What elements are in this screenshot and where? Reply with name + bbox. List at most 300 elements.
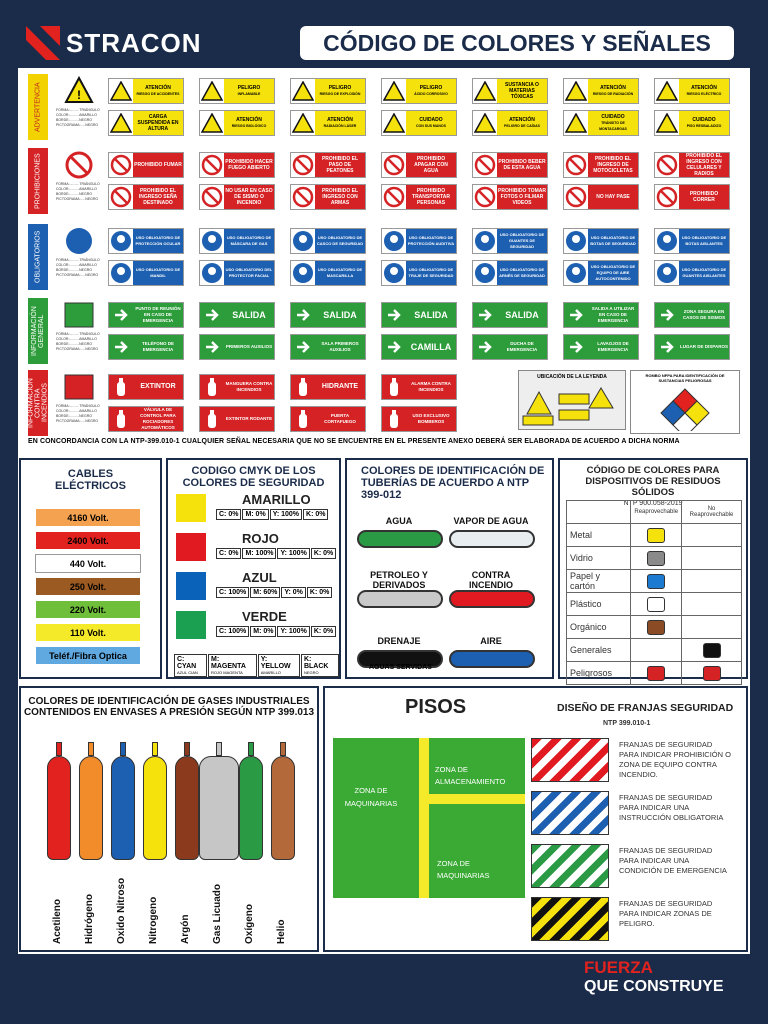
residuos-cell bbox=[682, 662, 742, 685]
category-incendio: INFORMACIÓN CONTRA INCENDIOS bbox=[28, 370, 48, 436]
sign-label bbox=[588, 79, 638, 103]
informacion-sign bbox=[290, 302, 366, 328]
sample-meta-line: COLOR:..........AMARILLO bbox=[56, 113, 97, 117]
cmyk-value: Y: 100% bbox=[277, 548, 309, 559]
cmyk-key-sub: ROJO MAGENTA bbox=[211, 670, 243, 675]
sign-label: USO OBLIGATORIO DE MANDIL bbox=[133, 261, 183, 285]
sign-subtitle: RADIACIÓN LÁSER bbox=[323, 124, 357, 128]
sign-subtitle: TRÁNSITO DE MONTACARGAS bbox=[599, 121, 627, 131]
advertencia-sign bbox=[472, 78, 548, 104]
header bbox=[18, 18, 750, 68]
sign-label: USO OBLIGATORIO DE PROTECCIÓN AUDITIVA bbox=[406, 229, 456, 253]
sign-label bbox=[224, 111, 274, 135]
advertencia-shape-icon bbox=[64, 76, 94, 106]
incendio-sign bbox=[381, 374, 457, 400]
residuos-header-blank bbox=[567, 501, 631, 524]
sign-label bbox=[679, 79, 729, 103]
prohibiciones-sign-icon bbox=[382, 185, 406, 209]
obligatorios-sign-icon bbox=[109, 261, 133, 285]
residuos-label: Peligrosos bbox=[567, 662, 631, 685]
safety-stripe-text: FRANJAS DE SEGURIDAD PARA INDICAR PROHIBICIÓN O ZONA DE EQUIPO CONTRA INCENDIO. bbox=[619, 740, 731, 779]
ntp-note: EN CONCORDANCIA CON LA NTP-399.010-1 CUALQUIER SEÑAL NECESARIA QUE NO SE ENCUENTRE EN EL PRESENTE ANEXO DEBERÁ SER ELABORADA DE ACUERDO A DICHA NORMA bbox=[28, 438, 680, 445]
residuos-cell bbox=[682, 593, 742, 616]
cmyk-value: C: 0% bbox=[216, 548, 241, 559]
gas-cylinder-icon bbox=[175, 756, 199, 860]
residuos-cell bbox=[682, 639, 742, 662]
incendio-sign-icon bbox=[109, 375, 133, 399]
sign-label: VÁLVULA DE CONTROL PARA ROCIADORES AUTOMÁTICOS bbox=[133, 407, 183, 431]
informacion-sign-icon bbox=[109, 303, 133, 327]
incendio-sign bbox=[381, 406, 457, 432]
gas-cylinder-neck bbox=[184, 742, 190, 756]
informacion-sign-icon bbox=[382, 303, 406, 327]
residuos-label: Papel y cartón bbox=[567, 570, 631, 593]
gas-label: Helio bbox=[276, 919, 287, 944]
residuos-col-reapro: Reaprovechable bbox=[631, 501, 682, 524]
prohibiciones-sign bbox=[199, 152, 275, 178]
residuos-cell bbox=[631, 662, 682, 685]
sign-label: USO OBLIGATORIO DEL PROTECTOR FACIAL bbox=[224, 261, 274, 285]
sign-label bbox=[315, 111, 365, 135]
residuos-row bbox=[567, 593, 742, 616]
residuos-row bbox=[567, 570, 742, 593]
pisos-panel bbox=[323, 686, 748, 952]
obligatorios-sign-icon bbox=[200, 229, 224, 253]
cmyk-color-name: ROJO bbox=[242, 531, 279, 546]
bin-icon bbox=[647, 551, 665, 566]
pipe-swatch bbox=[449, 530, 535, 548]
gas-cylinder-icon bbox=[47, 756, 71, 860]
gas-cylinder-neck bbox=[152, 742, 158, 756]
obligatorios-sign bbox=[199, 260, 275, 286]
advertencia-sign bbox=[108, 78, 184, 104]
sign-title: SUSTANCIA O MATERIAS TÓXICAS bbox=[505, 82, 539, 100]
residuos-table bbox=[566, 500, 742, 685]
prohibiciones-sign-icon bbox=[473, 185, 497, 209]
cable-bar: 110 Volt. bbox=[35, 623, 141, 642]
sample-meta-line: PICTOGRAMA:.....NEGRO bbox=[56, 123, 99, 127]
residuos-cell bbox=[631, 547, 682, 570]
advertencia-sign bbox=[199, 78, 275, 104]
sign-label: USO OBLIGATORIO DE TRAJE DE SEGURIDAD bbox=[406, 261, 456, 285]
bin-icon bbox=[647, 666, 665, 681]
sign-label: EXTINTOR RODANTE bbox=[224, 407, 274, 431]
prohibiciones-sign-icon bbox=[564, 185, 588, 209]
gas-cylinder-icon bbox=[199, 756, 239, 860]
sign-label: SALIDA A UTILIZAR EN CASO DE EMERGENCIA bbox=[588, 303, 638, 327]
cable-bar: 220 Volt. bbox=[35, 600, 141, 619]
gas-label: Hidrógeno bbox=[84, 894, 95, 944]
sign-label bbox=[406, 111, 456, 135]
sign-label bbox=[679, 111, 729, 135]
sign-label: PUERTA CORTAFUEGO bbox=[315, 407, 365, 431]
sign-label: PROHIBIDO EL INGRESO DE MOTOCICLETAS bbox=[588, 153, 638, 177]
prohibiciones-sign bbox=[654, 152, 730, 178]
sign-label: LUGAR DE DISPAROS bbox=[679, 335, 729, 359]
sign-label: PRIMEROS AUXILIOS bbox=[224, 335, 274, 359]
sign-label: SALIDA bbox=[224, 303, 274, 327]
sign-label: SALIDA bbox=[406, 303, 456, 327]
residuos-cell bbox=[682, 616, 742, 639]
safety-stripe-swatch bbox=[531, 738, 609, 782]
cmyk-key-label: Y: YELLOW bbox=[260, 656, 291, 670]
advertencia-sign bbox=[472, 110, 548, 136]
cmyk-value: M: 0% bbox=[242, 509, 268, 520]
residuos-row bbox=[567, 616, 742, 639]
informacion-sign bbox=[381, 334, 457, 360]
logo bbox=[26, 26, 202, 60]
advertencia-sign-icon bbox=[200, 79, 224, 103]
incendio-sign bbox=[108, 406, 184, 432]
cmyk-values bbox=[216, 626, 336, 637]
sign-label: PROHIBIDO EL INGRESO CON ARMAS bbox=[315, 185, 365, 209]
cmyk-key-sub: AMARILLO bbox=[260, 670, 281, 675]
advertencia-sign-icon bbox=[382, 111, 406, 135]
incendio-sign bbox=[108, 374, 184, 400]
residuos-cell bbox=[682, 524, 742, 547]
sample-meta-line: FORMA:..........TRIÁNGULO bbox=[56, 258, 100, 262]
incendio-sign-icon bbox=[382, 375, 406, 399]
sign-label: TELÉFONO DE EMERGENCIA bbox=[133, 335, 183, 359]
sample-meta-line: PICTOGRAMA:.....NEGRO bbox=[56, 347, 99, 351]
sign-label: USO OBLIGATORIO DE GUANTES AISLANTES bbox=[679, 261, 729, 285]
pipe-swatch bbox=[357, 530, 443, 548]
advertencia-sign bbox=[563, 110, 639, 136]
prohibiciones-sign bbox=[472, 184, 548, 210]
gas-label: Gas Licuado bbox=[212, 883, 223, 944]
sign-label bbox=[497, 111, 547, 135]
sample-meta-line: PICTOGRAMA:.....NEGRO bbox=[56, 419, 99, 423]
bin-icon bbox=[647, 620, 665, 635]
sample-meta-line: COLOR:..........AMARILLO bbox=[56, 187, 97, 191]
obligatorios-sign bbox=[290, 260, 366, 286]
sign-title: CUIDADO bbox=[692, 117, 716, 123]
sign-label: PUNTO DE REUNIÓN EN CASO DE EMERGENCIA bbox=[133, 303, 183, 327]
cmyk-value: K: 0% bbox=[307, 587, 332, 598]
sign-label: PROHIBIDO FUMAR bbox=[133, 153, 183, 177]
obligatorios-sign bbox=[199, 228, 275, 254]
obligatorios-sign-icon bbox=[200, 261, 224, 285]
pipe-label: CONTRA INCENDIO bbox=[468, 570, 513, 590]
pipes-panel bbox=[345, 458, 554, 679]
cmyk-values bbox=[216, 509, 328, 520]
pipes-sub-label: AGUAS SERVIDAS bbox=[369, 664, 432, 671]
cmyk-key-sub: NEGRO bbox=[303, 670, 319, 675]
informacion-sign bbox=[563, 334, 639, 360]
advertencia-sign bbox=[381, 78, 457, 104]
obligatorios-shape-icon bbox=[64, 226, 94, 256]
incendio-sign-icon bbox=[382, 407, 406, 431]
prohibiciones-shape-icon bbox=[64, 150, 94, 180]
prohibiciones-sign-icon bbox=[291, 185, 315, 209]
residuos-panel bbox=[558, 458, 748, 679]
gas-cylinder-neck bbox=[280, 742, 286, 756]
sign-title: ATENCIÓN bbox=[600, 85, 626, 91]
category-advertencia: ADVERTENCIA bbox=[28, 74, 48, 140]
cable-bar: 4160 Volt. bbox=[35, 508, 141, 527]
franjas-norm: NTP 399.010-1 bbox=[603, 720, 651, 727]
residuos-cell bbox=[631, 524, 682, 547]
sample-meta-line: FORMA:..........TRIÁNGULO bbox=[56, 404, 100, 408]
advertencia-sign bbox=[563, 78, 639, 104]
sample-meta-line: BORDE:..........NEGRO bbox=[56, 118, 92, 122]
cmyk-value: M: 100% bbox=[242, 548, 276, 559]
residuos-header-row bbox=[567, 501, 742, 524]
obligatorios-sign bbox=[563, 260, 639, 286]
informacion-sign bbox=[472, 302, 548, 328]
sign-label: HIDRANTE bbox=[315, 375, 365, 399]
cmyk-color-name: AMARILLO bbox=[242, 492, 311, 507]
obligatorios-sign-icon bbox=[473, 261, 497, 285]
gas-cylinder-neck bbox=[120, 742, 126, 756]
residuos-title: CÓDIGO DE COLORES PARA DISPOSITIVOS DE RESIDUOS SÓLIDOS bbox=[585, 465, 721, 498]
gas-label: Acetileno bbox=[52, 898, 63, 944]
sign-title: ATENCIÓN bbox=[145, 85, 171, 91]
gas-cylinder-neck bbox=[216, 742, 222, 756]
informacion-sign bbox=[199, 334, 275, 360]
cmyk-title: CODIGO CMYK DE LOS COLORES DE SEGURIDAD bbox=[182, 465, 325, 489]
gases-title-2: CONTENIDOS EN ENVASES A PRESIÓN SEGÚN NTP 399.013 bbox=[23, 707, 315, 718]
safety-stripe-swatch bbox=[531, 791, 609, 835]
informacion-sign-icon bbox=[564, 303, 588, 327]
gases-panel bbox=[19, 686, 319, 952]
advertencia-sign-icon bbox=[655, 111, 679, 135]
cmyk-key-label: M: MAGENTA bbox=[211, 656, 246, 670]
sign-subtitle: RIESGO DE RADIACIÓN bbox=[592, 92, 634, 96]
sign-subtitle: PISO RESBALADIZO bbox=[686, 124, 722, 128]
obligatorios-sign bbox=[381, 260, 457, 286]
safety-stripe-text: FRANJAS DE SEGURIDAD PARA INDICAR UNA CONDICIÓN DE EMERGENCIA bbox=[619, 846, 727, 875]
informacion-sign-icon bbox=[473, 303, 497, 327]
pipe-label: AGUA bbox=[385, 516, 413, 526]
gases-title-1: COLORES DE IDENTIFICACIÓN DE GASES INDUSTRIALES bbox=[28, 696, 310, 707]
cmyk-key-label: C: CYAN bbox=[177, 656, 197, 670]
gas-cylinder-icon bbox=[271, 756, 295, 860]
legend-title: UBICACIÓN DE LA LEYENDA bbox=[537, 374, 607, 380]
obligatorios-sign-icon bbox=[473, 229, 497, 253]
obligatorios-sign bbox=[381, 228, 457, 254]
sign-label: SALA PRIMEROS AUXILIOS bbox=[315, 335, 365, 359]
cable-bar: 2400 Volt. bbox=[35, 531, 141, 550]
sign-label: USO OBLIGATORIO DE GUANTES DE SEGURIDAD bbox=[497, 229, 547, 253]
sign-title: CUIDADO bbox=[601, 114, 625, 120]
advertencia-sign-icon bbox=[291, 79, 315, 103]
pipe-swatch bbox=[449, 590, 535, 608]
stracon-logo-icon bbox=[26, 26, 60, 60]
obligatorios-sign bbox=[108, 228, 184, 254]
prohibiciones-sign bbox=[199, 184, 275, 210]
residuos-norm: NTP 900.058-2019 bbox=[623, 500, 683, 507]
cmyk-value: C: 100% bbox=[216, 587, 249, 598]
prohibiciones-sign bbox=[290, 152, 366, 178]
sign-label: PROHIBIDO BEBER DE ESTA AGUA bbox=[497, 153, 547, 177]
cmyk-value: C: 0% bbox=[216, 509, 241, 520]
sign-label bbox=[315, 79, 365, 103]
sign-title: ATENCIÓN bbox=[691, 85, 717, 91]
cmyk-value: Y: 0% bbox=[281, 587, 306, 598]
incendio-sign bbox=[290, 374, 366, 400]
cmyk-value: C: 100% bbox=[216, 626, 249, 637]
residuos-cell bbox=[631, 639, 682, 662]
prohibiciones-sign bbox=[563, 152, 639, 178]
sign-subtitle: RIESGO DE EXPLOSIÓN bbox=[319, 92, 361, 96]
zone-label-maquinarias-2: ZONA DE MAQUINARIAS bbox=[437, 859, 490, 880]
obligatorios-sign-icon bbox=[564, 261, 588, 285]
prohibiciones-sign bbox=[563, 184, 639, 210]
incendio-sign-icon bbox=[291, 375, 315, 399]
gas-label: Argón bbox=[180, 914, 191, 944]
sign-label: USO OBLIGATORIO DE PROTECCIÓN OCULAR bbox=[133, 229, 183, 253]
sign-label: USO EXCLUSIVO BOMBEROS bbox=[406, 407, 456, 431]
advertencia-sign bbox=[381, 110, 457, 136]
sign-title: ATENCIÓN bbox=[236, 117, 262, 123]
cmyk-key bbox=[174, 654, 339, 677]
legend-box bbox=[518, 370, 626, 430]
cmyk-value: Y: 100% bbox=[270, 509, 302, 520]
sample-meta-line: COLOR:..........AMARILLO bbox=[56, 263, 97, 267]
sample-meta-line: PICTOGRAMA:.....NEGRO bbox=[56, 197, 99, 201]
pipe-label: VAPOR DE AGUA bbox=[453, 516, 529, 526]
obligatorios-sign bbox=[563, 228, 639, 254]
franjas-title: DISEÑO DE FRANJAS SEGURIDAD bbox=[557, 702, 734, 714]
safety-stripe-swatch bbox=[531, 897, 609, 941]
obligatorios-sign-icon bbox=[382, 229, 406, 253]
sample-meta-line: FORMA:..........TRIÁNGULO bbox=[56, 108, 100, 112]
cmyk-key-item bbox=[301, 654, 339, 677]
cmyk-swatch bbox=[176, 533, 206, 561]
sign-label: PROHIBIDO EL PASO DE PEATONES bbox=[315, 153, 365, 177]
pipe-swatch bbox=[449, 650, 535, 668]
sign-label: USO OBLIGATORIO DE ARNÉS DE SEGURIDAD bbox=[497, 261, 547, 285]
footer-line-2: QUE CONSTRUYE bbox=[584, 978, 724, 995]
informacion-sign bbox=[381, 302, 457, 328]
cmyk-key-sub: AZUL CIAN bbox=[177, 670, 198, 675]
advertencia-sign-icon bbox=[291, 111, 315, 135]
gas-label: Oxígeno bbox=[244, 903, 255, 944]
safety-stripe-text: FRANJAS DE SEGURIDAD PARA INDICAR ZONAS DE PELIGRO. bbox=[619, 899, 713, 928]
sign-label: ALARMA CONTRA INCENDIOS bbox=[406, 375, 456, 399]
sign-title: PELIGRO bbox=[419, 85, 443, 91]
nfpa-box bbox=[630, 370, 740, 434]
sign-label: USO OBLIGATORIO DE CASCO DE SEGURIDAD bbox=[315, 229, 365, 253]
zone-label-maquinarias-1: ZONA DE MAQUINARIAS bbox=[344, 786, 398, 808]
obligatorios-sign bbox=[472, 228, 548, 254]
bin-icon bbox=[647, 528, 665, 543]
pipe-label: AIRE bbox=[480, 636, 502, 646]
sign-label: PROHIBIDO CORRER bbox=[679, 185, 729, 209]
sign-label bbox=[133, 111, 183, 135]
gas-cylinder-neck bbox=[56, 742, 62, 756]
safety-stripe-text: FRANJAS DE SEGURIDAD PARA INDICAR UNA INSTRUCCIÓN OBLIGATORIA bbox=[619, 793, 724, 822]
sign-label: PROHIBIDO HACER FUEGO ABIERTO bbox=[224, 153, 274, 177]
obligatorios-sign bbox=[654, 228, 730, 254]
residuos-label: Orgánico bbox=[567, 616, 631, 639]
advertencia-sign bbox=[654, 110, 730, 136]
sign-label: USO OBLIGATORIO DE BOTAS AISLANTES bbox=[679, 229, 729, 253]
category-informacion: INFORMACIÓN GENERAL bbox=[28, 298, 48, 364]
gas-cylinder-icon bbox=[143, 756, 167, 860]
cmyk-values bbox=[216, 587, 332, 598]
obligatorios-sign-icon bbox=[655, 261, 679, 285]
sign-label: SALIDA bbox=[315, 303, 365, 327]
cable-bar: 250 Volt. bbox=[35, 577, 141, 596]
informacion-sign-icon bbox=[291, 303, 315, 327]
incendio-shape-icon bbox=[64, 372, 94, 402]
cable-bar: 440 Volt. bbox=[35, 554, 141, 573]
gas-cylinder-icon bbox=[239, 756, 263, 860]
footer-line-1: FUERZA bbox=[584, 958, 653, 977]
advertencia-sign-icon bbox=[109, 111, 133, 135]
footer bbox=[18, 954, 750, 1004]
prohibiciones-sign-icon bbox=[473, 153, 497, 177]
informacion-sign-icon bbox=[291, 335, 315, 359]
sample-meta-line: FORMA:..........TRIÁNGULO bbox=[56, 182, 100, 186]
prohibiciones-sign-icon bbox=[382, 153, 406, 177]
sign-title: PELIGRO bbox=[237, 85, 261, 91]
pipe-swatch bbox=[357, 590, 443, 608]
sign-label bbox=[588, 111, 638, 135]
gas-cylinder-neck bbox=[88, 742, 94, 756]
sign-label: USO OBLIGATORIO DE MÁSCARA DE GAS bbox=[224, 229, 274, 253]
prohibiciones-sign bbox=[108, 152, 184, 178]
pisos-title: PISOS bbox=[405, 696, 467, 718]
sign-title: ATENCIÓN bbox=[327, 117, 353, 123]
advertencia-sign-icon bbox=[200, 111, 224, 135]
residuos-row bbox=[567, 547, 742, 570]
cmyk-swatch bbox=[176, 494, 206, 522]
residuos-cell bbox=[631, 593, 682, 616]
legend-diagram-icon bbox=[519, 380, 625, 426]
gas-cylinder-icon bbox=[79, 756, 103, 860]
informacion-sign bbox=[563, 302, 639, 328]
sample-meta-line: BORDE:..........NEGRO bbox=[56, 414, 92, 418]
bin-icon bbox=[647, 574, 665, 589]
residuos-label: Plástico bbox=[567, 593, 631, 616]
advertencia-sign-icon bbox=[564, 79, 588, 103]
gas-cylinder-neck bbox=[248, 742, 254, 756]
informacion-sign-icon bbox=[109, 335, 133, 359]
sign-label: USO OBLIGATORIO DE MASCARILLA bbox=[315, 261, 365, 285]
advertencia-sign-icon bbox=[655, 79, 679, 103]
cmyk-key-label: K: BLACK bbox=[303, 656, 329, 670]
prohibiciones-sign-icon bbox=[200, 185, 224, 209]
prohibiciones-sign-icon bbox=[655, 153, 679, 177]
obligatorios-sign-icon bbox=[291, 229, 315, 253]
informacion-sign-icon bbox=[473, 335, 497, 359]
prohibiciones-sign-icon bbox=[291, 153, 315, 177]
svg-text:!: ! bbox=[77, 88, 81, 102]
cables-panel bbox=[19, 458, 162, 679]
sign-label: PROHIBIDO EL INGRESO SEÑA DESTINADO bbox=[133, 185, 183, 209]
advertencia-sign-icon bbox=[382, 79, 406, 103]
sign-label: LAVAOJOS DE EMERGENCIA bbox=[588, 335, 638, 359]
prohibiciones-sign bbox=[290, 184, 366, 210]
nfpa-title: ROMBO NFPA PARA IDENTIFICACIÓN DE SUSTANCIAS PELIGROSAS bbox=[645, 373, 725, 383]
prohibiciones-sign-icon bbox=[200, 153, 224, 177]
incendio-sign bbox=[199, 406, 275, 432]
residuos-label: Generales bbox=[567, 639, 631, 662]
informacion-sign bbox=[199, 302, 275, 328]
obligatorios-sign bbox=[108, 260, 184, 286]
cmyk-swatch bbox=[176, 611, 206, 639]
obligatorios-sign-icon bbox=[564, 229, 588, 253]
sign-label bbox=[224, 79, 274, 103]
sign-subtitle: RIESGO ELÉCTRICO bbox=[686, 92, 722, 96]
sign-label: EXTINTOR bbox=[133, 375, 183, 399]
sign-subtitle: RIESGO DE ACCIDENTES bbox=[136, 92, 180, 96]
pipes-title: COLORES DE IDENTIFICACIÓN DE TUBERÍAS DE ACUERDO A NTP 399-012 bbox=[361, 465, 545, 501]
cmyk-key-item bbox=[174, 654, 207, 677]
